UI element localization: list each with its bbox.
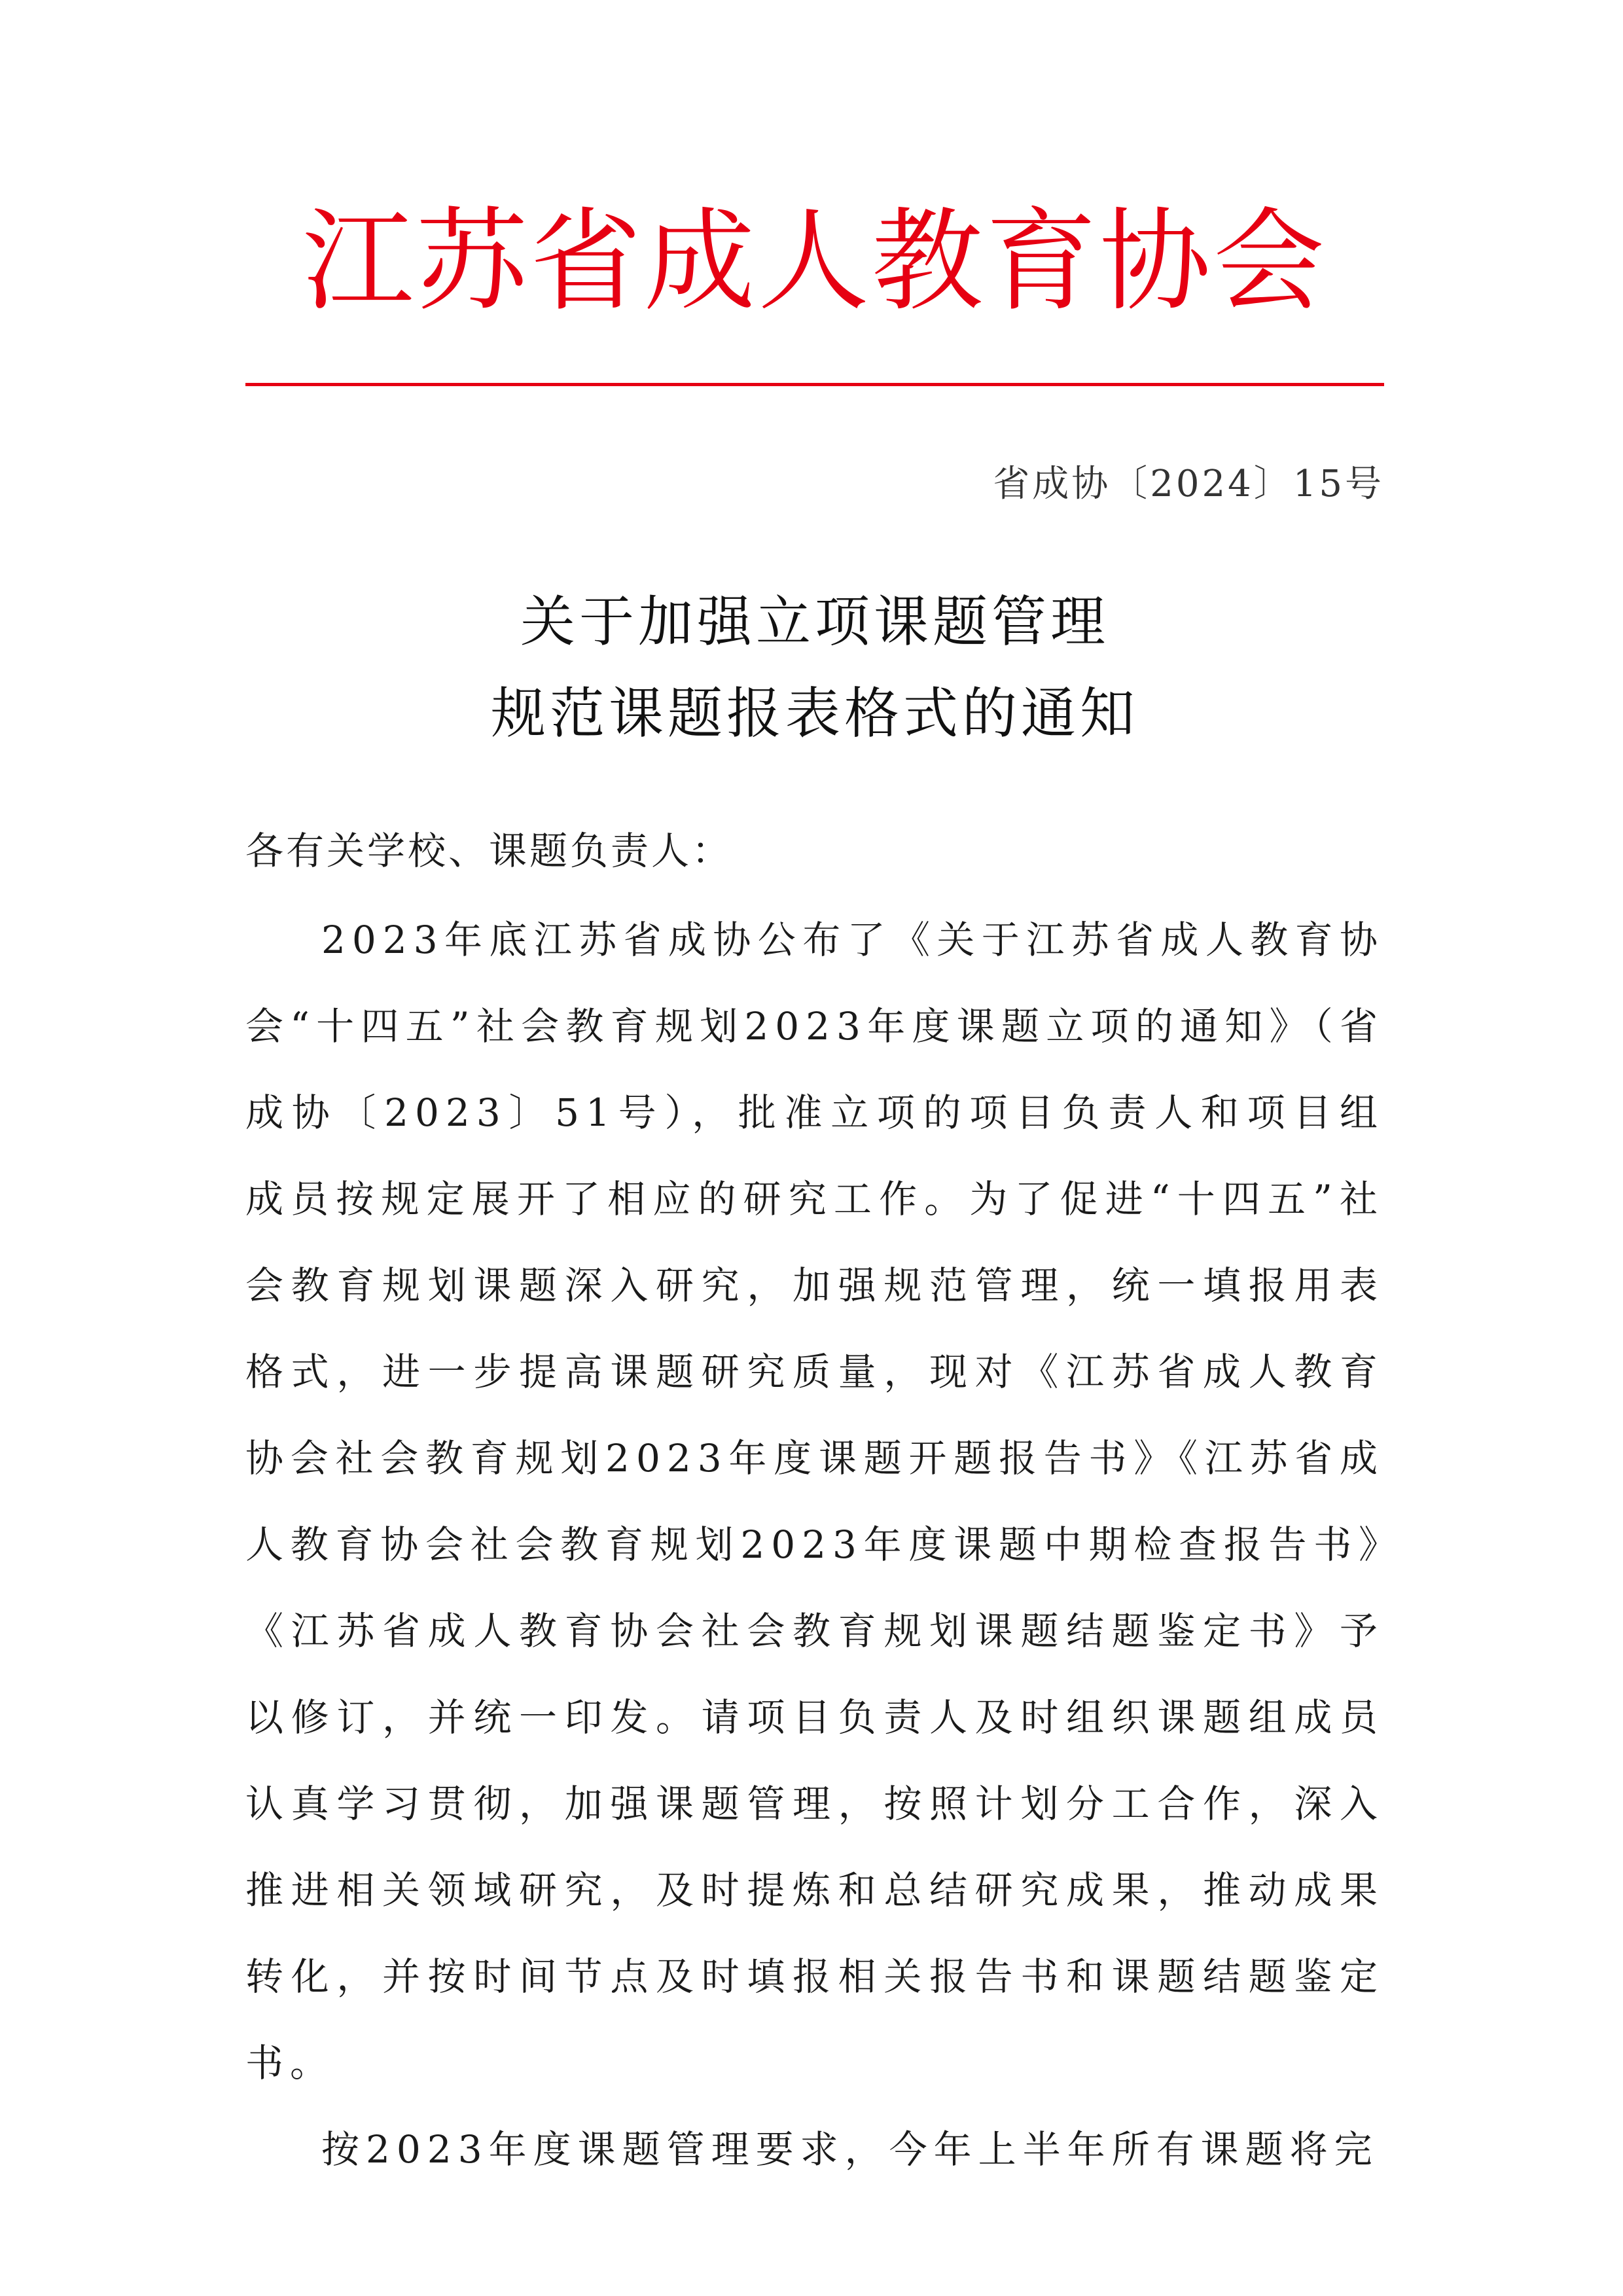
letterhead-red-rule bbox=[245, 383, 1384, 386]
notice-title-line-2: 规范课题报表格式的通知 bbox=[490, 681, 1139, 745]
letterhead-org-name: 江苏省成人教育协会 bbox=[302, 197, 1327, 327]
salutation: 各有关学校、课题负责人： bbox=[245, 829, 733, 873]
notice-body bbox=[245, 897, 1384, 2193]
notice-title-line-1: 关于加强立项课题管理 bbox=[520, 590, 1109, 654]
document-number: 省成协〔2024〕15号 bbox=[993, 463, 1384, 505]
body-paragraph-2: 按2023年度课题管理要求，今年上半年所有课题将完 bbox=[321, 2127, 1379, 2172]
notice-title bbox=[245, 576, 1384, 759]
body-paragraph-1: 2023年底江苏省成协公布了《关于江苏省成人教育协会“十四五”社会教育规划2023年度课题立项的通知》（省成协〔2023〕51号），批准立项的项目负责人和项目组成员按规定展开了相应的研究工作。为了促进“十四五”社会教育规划课题深入研究，加强规范管理，统一填报用表格式，进一步提高课题研究质量，现对《江苏省成人教育协会社会教育规划2023年度课题开题报告书》《江苏省成人教育协会社会教育规划2023年度课题中期检查报告书》《江苏省成人教育协会社会教育规划课题结题鉴定书》予以修订，并统一印发。请项目负责人及时组织课题组成员认真学习贯彻，加强课题管理，按照计划分工合作，深入推进相关领域研究，及时提炼和总结研究成果，推动成果转化，并按时间节点及时填报相关报告书和课题结题鉴定书。 bbox=[245, 918, 1384, 2085]
